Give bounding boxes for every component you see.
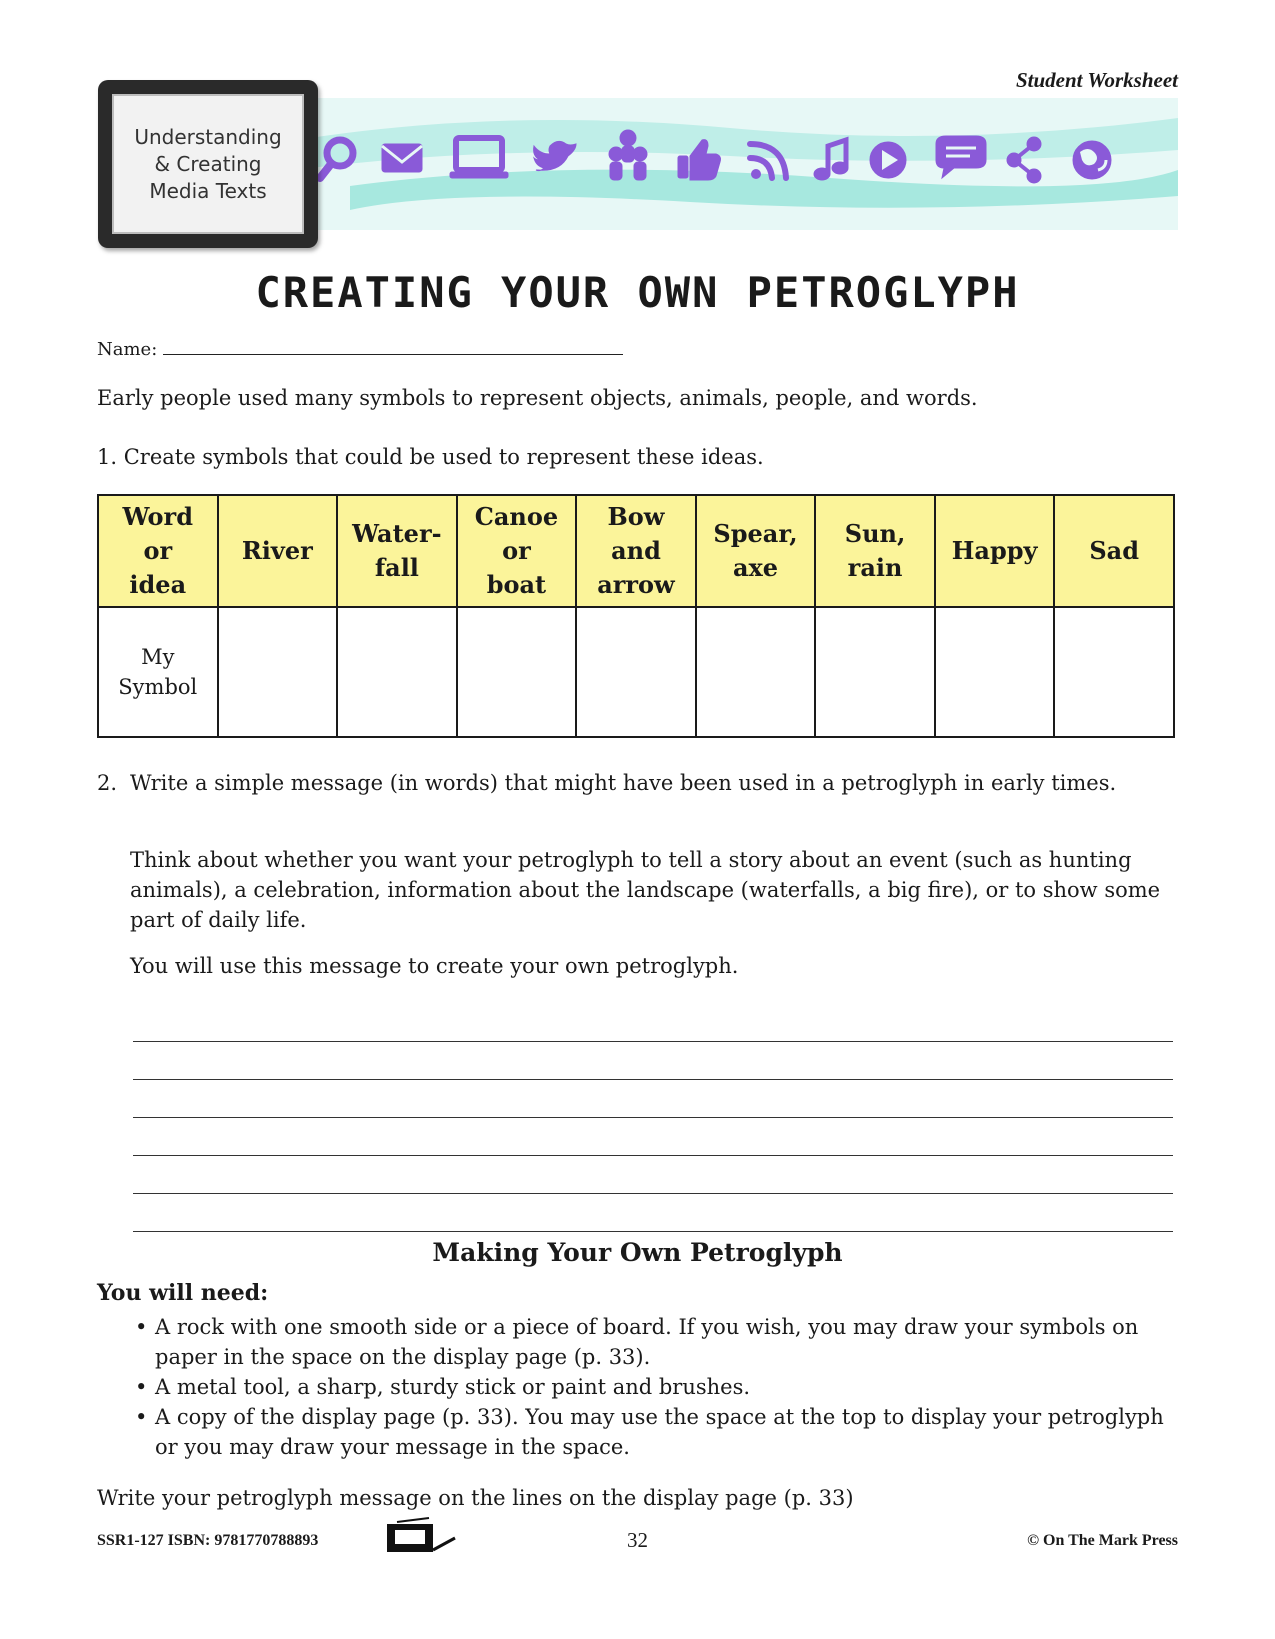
table-header-cell: Spear, axe	[696, 495, 816, 607]
tablet-logo	[98, 80, 318, 248]
table-header-cell: River	[218, 495, 338, 607]
need-label: You will need:	[97, 1280, 269, 1306]
media-banner	[310, 98, 1178, 230]
answer-line[interactable]	[133, 1080, 1173, 1118]
think-paragraph: Think about whether you want your petroglyph to tell a story about an event (such as hunting animals), a celebration, information about the landscape (waterfalls, a big fire), or to show some part of daily life.	[130, 848, 1161, 932]
footer-publisher: © On The Mark Press	[1027, 1532, 1178, 1549]
question-2-number: 2.	[97, 771, 118, 795]
question-2	[97, 768, 1177, 798]
symbol-drawing-cell[interactable]	[935, 607, 1055, 737]
envelope-icon	[382, 144, 422, 172]
answer-line[interactable]	[133, 1004, 1173, 1042]
globe-icon	[1073, 141, 1111, 179]
page-title: CREATING YOUR OWN PETROGLYPH	[255, 268, 1020, 317]
table-header-cell: Sun, rain	[815, 495, 935, 607]
tablet-text: Understanding & Creating Media Texts	[134, 124, 282, 203]
answer-line[interactable]	[133, 1042, 1173, 1080]
symbol-table	[97, 494, 1175, 738]
table-header-cell: Word or idea	[98, 495, 218, 607]
table-header-cell: Canoe or boat	[457, 495, 577, 607]
list-item: • A copy of the display page (p. 33). You may use the space at the top to display your petroglyph or you may draw your message in the space.	[130, 1402, 1180, 1462]
use-paragraph: You will use this message to create your own petroglyph.	[130, 954, 739, 978]
table-header-cell: Happy	[935, 495, 1055, 607]
question-2-text: Write a simple message (in words) that might have been used in a petroglyph in early times.	[130, 771, 1117, 795]
table-header-cell: Water- fall	[337, 495, 457, 607]
section-title: Making Your Own Petroglyph	[432, 1238, 843, 1267]
table-header-row	[98, 495, 1174, 607]
answer-line[interactable]	[133, 1156, 1173, 1194]
table-header-cell: Sad	[1054, 495, 1174, 607]
name-label: Name:	[97, 339, 158, 360]
symbol-drawing-cell[interactable]	[576, 607, 696, 737]
answer-lines	[133, 1004, 1173, 1232]
page-number: 32	[627, 1528, 648, 1552]
symbol-drawing-cell[interactable]	[337, 607, 457, 737]
symbol-drawing-cell[interactable]	[218, 607, 338, 737]
footer-isbn: SSR1-127 ISBN: 9781770788893	[97, 1532, 319, 1549]
name-blank-line[interactable]	[163, 338, 623, 355]
list-item: • A metal tool, a sharp, sturdy stick or paint and brushes.	[130, 1372, 1180, 1402]
name-field	[97, 338, 623, 360]
answer-line[interactable]	[133, 1194, 1173, 1232]
intro-text: Early people used many symbols to represent objects, animals, people, and words.	[97, 386, 978, 410]
symbol-drawing-cell[interactable]	[815, 607, 935, 737]
worksheet-label: Student Worksheet	[1015, 68, 1178, 92]
question-1: 1. Create symbols that could be used to represent these ideas.	[97, 445, 764, 469]
tablet-screen	[112, 94, 304, 234]
answer-line[interactable]	[133, 1118, 1173, 1156]
bullet-icon: •	[135, 1405, 148, 1429]
table-header-cell: Bow and arrow	[576, 495, 696, 607]
symbol-drawing-cell[interactable]	[457, 607, 577, 737]
list-item: • A rock with one smooth side or a piece of board. If you wish, you may draw your symbols on paper in the space on the display page (p. 33).	[130, 1312, 1180, 1372]
row-label: My Symbol	[98, 607, 218, 737]
bullet-icon: •	[135, 1375, 148, 1399]
symbol-drawing-cell[interactable]	[696, 607, 816, 737]
table-row	[98, 607, 1174, 737]
needs-list	[130, 1312, 1180, 1462]
final-instruction: Write your petroglyph message on the lines on the display page (p. 33)	[97, 1486, 854, 1510]
bullet-icon: •	[135, 1315, 148, 1339]
play-button-icon	[870, 142, 906, 178]
symbol-drawing-cell[interactable]	[1054, 607, 1174, 737]
